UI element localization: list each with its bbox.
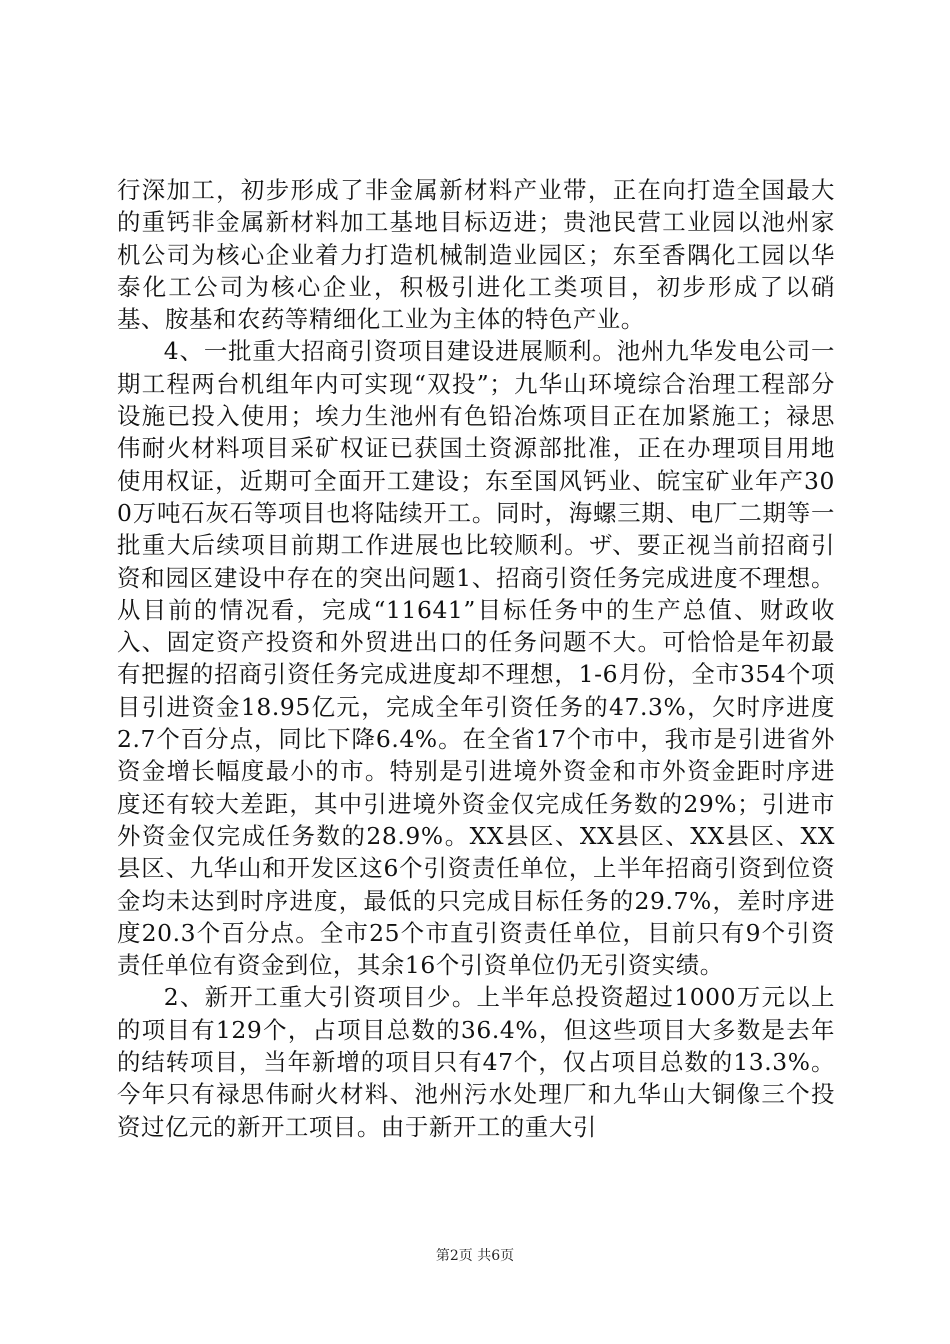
page-footer: 第2页 共6页 — [435, 1248, 515, 1264]
document-body — [117, 174, 835, 1143]
paragraph-new-projects: 2、新开工重大引资项目少。上半年总投资超过1000万元以上的项目有129个，占项目总数的36.4%，但这些项目大多数是去年的结转项目，当年新增的项目只有47个，仅占项目总数的13.3%。今年只有禄思伟耐火材料、池州污水处理厂和九华山大铜像三个投资过亿元的新开工项目。由于新开工的重大引 — [117, 983, 835, 1141]
paragraph-major-projects: 4、一批重大招商引资项目建设进展顺利。池州九华发电公司一期工程两台机组年内可实现“双投”；九华山环境综合治理工程部分设施已投入使用；埃力生池州有色铅冶炼项目正在加紧施工；禄思伟耐火材料项目采矿权证已获国土资源部批准，正在办理项目用地使用权证，近期可全面开工建设；东至国风钙业、皖宝矿业年产300万吨石灰石等项目也将陆续开工。同时，海螺三期、电厂二期等一批重大后续项目前期工作进展也比较顺利。ザ、要正视当前招商引资和园区建设中存在的突出问题1、招商引资任务完成进度不理想。从目前的情况看，完成“11641”目标任务中的生产总值、财政收入、固定资产投资和外贸进出口的任务问题不大。可恰恰是年初最有把握的招商引资任务完成进度却不理想，1-6月份，全市354个项目引进资金18.95亿元，完成全年引资任务的47.3%，欠时序进度2.7个百分点，同比下降6.4%。在全省17个市中，我市是引进省外资金增长幅度最小的市。特别是引进境外资金和市外资金距时序进度还有较大差距，其中引进境外资金仅完成任务数的29%；引进市外资金仅完成任务数的28.9%。XX县区、XX县区、XX县区、XX县区、九华山和开发区这6个引资责任单位，上半年招商引资到位资金均未达到时序进度，最低的只完成目标任务的29.7%，差时序进度20.3个百分点。全市25个市直引资责任单位，目前只有9个引资责任单位有资金到位，其余16个引资单位仍无引资实绩。 — [117, 337, 835, 980]
paragraph-continued: 行深加工，初步形成了非金属新材料产业带，正在向打造全国最大的重钙非金属新材料加工基地目标迈进；贵池民营工业园以池州家机公司为核心企业着力打造机械制造业园区；东至香隅化工园以华泰化工公司为核心企业，积极引进化工类项目，初步形成了以硝基、胺基和农药等精细化工业为主体的特色产业。 — [117, 176, 835, 334]
